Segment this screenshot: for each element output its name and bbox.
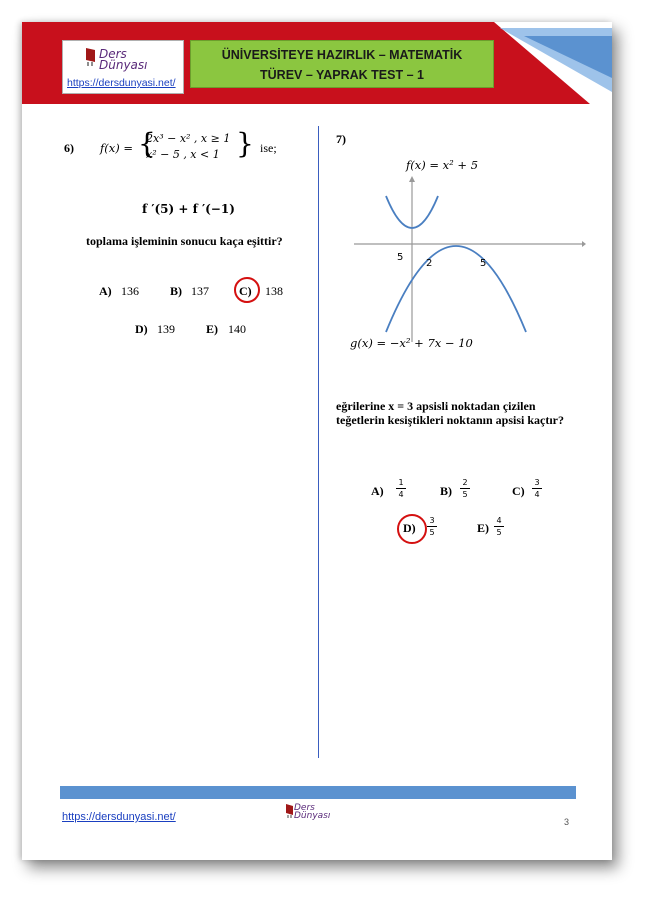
q6-option-d-value[interactable]: 139: [157, 322, 175, 336]
q7-question-line-2: teğetlerin kesiştikleri noktanın apsisi kaçtır?: [336, 413, 564, 427]
x-axis-arrow-icon: [582, 241, 586, 247]
q7-number: 7): [336, 132, 346, 146]
worksheet-page: [22, 22, 612, 860]
q7-option-d-num: 3: [429, 516, 435, 525]
q7-option-c-num: 3: [534, 478, 540, 487]
book-logo-icon: [83, 46, 99, 68]
header-link[interactable]: https://dersdunyasi.net/: [67, 77, 176, 89]
q6-option-c-letter[interactable]: C): [239, 284, 252, 298]
q6-option-c-value[interactable]: 138: [265, 284, 283, 298]
q7-graph: [346, 172, 586, 347]
q7-question-line-1: eğrilerine x = 3 apsisli noktadan çizilen: [336, 399, 536, 413]
q6-case-1: 2x³ − x² , x ≥ 1: [146, 132, 231, 145]
q7-option-a-num: 1: [398, 478, 404, 487]
page-number: 3: [564, 817, 570, 827]
q6-option-d-letter[interactable]: D): [135, 322, 148, 336]
logo-word-1: Ders: [99, 47, 127, 61]
q6-option-e-value[interactable]: 140: [228, 322, 246, 336]
title-line-1: ÜNİVERSİTEYE HAZIRLIK – MATEMATİK: [221, 48, 463, 62]
logo-box: [62, 40, 184, 94]
q7-option-d-letter[interactable]: D): [403, 521, 416, 535]
q7-option-a-letter[interactable]: A): [371, 484, 384, 498]
q6-number: 6): [64, 141, 74, 155]
q7-option-e-fraction[interactable]: [494, 516, 504, 537]
q7-option-a-fraction[interactable]: [396, 478, 406, 499]
y-axis-arrow-icon: [409, 176, 415, 182]
q7-option-d-fraction[interactable]: [427, 516, 437, 537]
footer-logo-word-1: Ders: [294, 803, 315, 813]
footer-band: [60, 786, 576, 799]
g-curve: [386, 246, 526, 332]
q7-g-label: g(x) = −x² + 7x − 10: [350, 336, 473, 350]
q6-option-b-letter[interactable]: B): [170, 284, 182, 298]
label-y5: 5: [397, 252, 404, 263]
footer-logo-text: [294, 804, 330, 820]
column-divider: [318, 126, 319, 758]
q7-option-a-den: 4: [398, 490, 404, 499]
q7-option-d-den: 5: [429, 528, 435, 537]
q7-option-b-den: 5: [462, 490, 468, 499]
q6-option-a-letter[interactable]: A): [99, 284, 112, 298]
q6-option-e-letter[interactable]: E): [206, 322, 218, 336]
footer-logo-word-2: Dünyası: [294, 811, 331, 821]
logo-word-2: Dünyası: [99, 58, 148, 72]
q7-option-b-letter[interactable]: B): [440, 484, 452, 498]
footer-link[interactable]: https://dersdunyasi.net/: [62, 811, 176, 823]
q6-case-2: x² − 5 , x < 1: [146, 148, 220, 161]
q7-option-e-num: 4: [496, 516, 502, 525]
q6-fx: f(x) =: [100, 141, 134, 155]
label-x2: 2: [426, 258, 433, 269]
q6-expression: f ′(5) + f ′(−1): [142, 202, 235, 216]
q7-option-c-den: 4: [534, 490, 540, 499]
q7-option-b-fraction[interactable]: [460, 478, 470, 499]
q7-f-label: f(x) = x² + 5: [406, 158, 479, 172]
header-decoration: [494, 22, 612, 104]
logo-text: [99, 49, 148, 71]
label-x5: 5: [480, 258, 487, 269]
q7-option-c-letter[interactable]: C): [512, 484, 525, 498]
q7-option-c-fraction[interactable]: [532, 478, 542, 499]
q7-option-e-letter[interactable]: E): [477, 521, 489, 535]
q6-right-brace: }: [236, 127, 254, 160]
q6-ise: ise;: [260, 141, 277, 155]
q6-question: toplama işleminin sonucu kaça eşittir?: [86, 234, 283, 248]
q6-option-b-value[interactable]: 137: [191, 284, 209, 298]
q7-option-e-den: 5: [496, 528, 502, 537]
q7-option-b-num: 2: [462, 478, 468, 487]
title-box: [190, 40, 494, 88]
title-line-2: TÜREV – YAPRAK TEST – 1: [260, 68, 424, 82]
q6-option-a-value[interactable]: 136: [121, 284, 139, 298]
q6-left-brace: {: [138, 127, 156, 160]
